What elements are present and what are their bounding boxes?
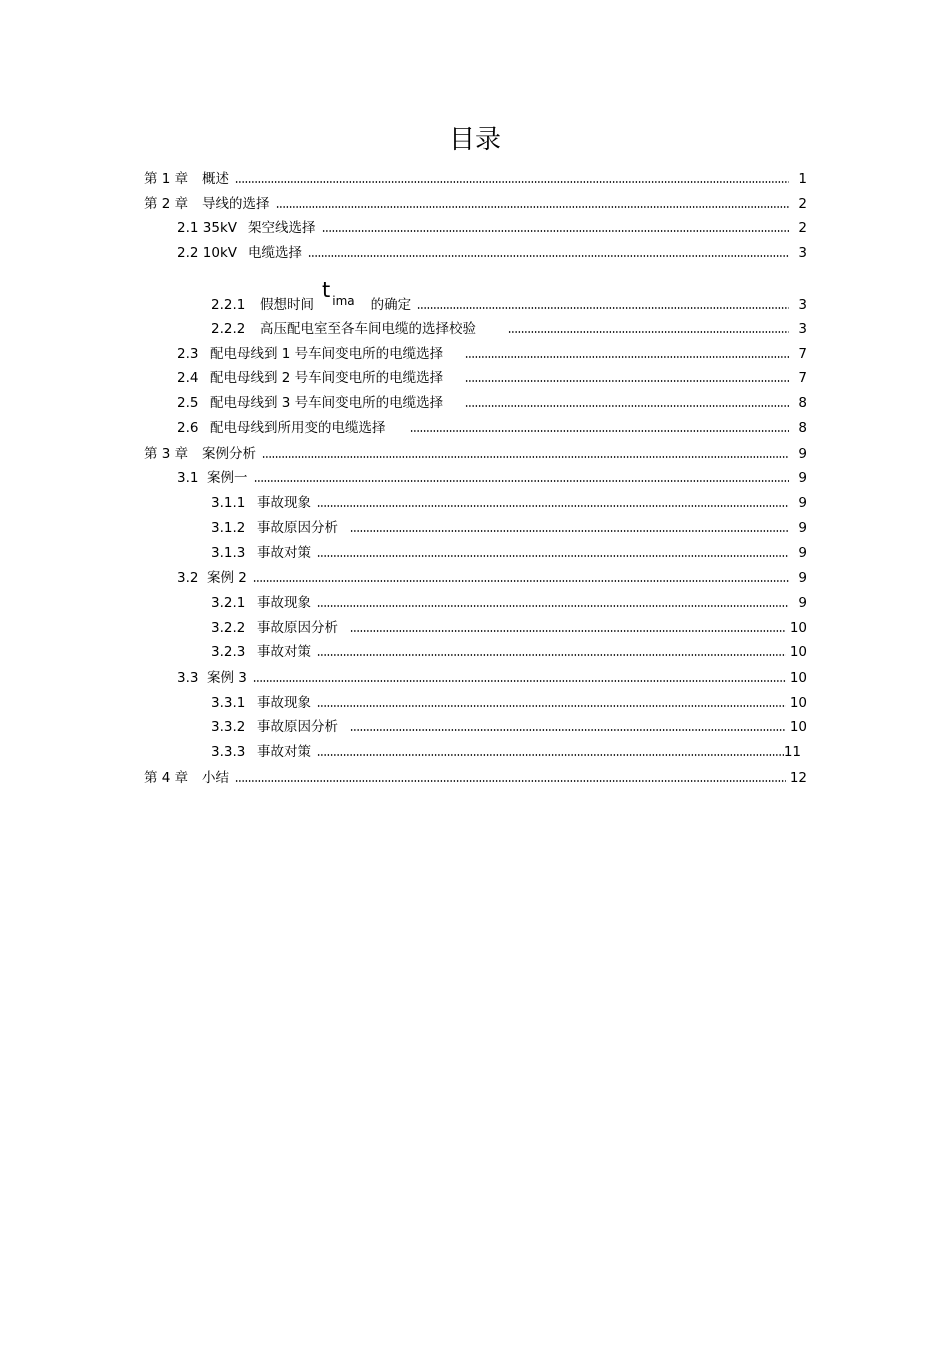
- entry-number: 2.2 10kV: [177, 245, 237, 261]
- entry-page-number: 9: [798, 495, 807, 511]
- entry-page-number: 2: [798, 220, 807, 236]
- entry-page-number: 9: [798, 595, 807, 611]
- dot-leader: [350, 628, 786, 634]
- entry-title: 案例一: [207, 470, 248, 486]
- entry-title: 案例分析: [202, 446, 256, 462]
- entry-number: 3.2.2: [211, 620, 246, 636]
- entry-title: 电缆选择: [248, 245, 302, 261]
- entry-page-number: 1: [798, 171, 807, 187]
- entry-page-number: 9: [798, 545, 807, 561]
- entry-number: 2.3: [177, 346, 199, 362]
- entry-title: 事故现象: [257, 495, 311, 511]
- entry-page-number: 9: [798, 470, 807, 486]
- dot-leader: [253, 578, 789, 584]
- entry-page-number: 8: [798, 420, 807, 436]
- formula-t: t: [322, 278, 331, 302]
- entry-title: 概述: [202, 171, 229, 187]
- entry-page-number: 8: [798, 395, 807, 411]
- toc-entry-3-2-3[interactable]: [211, 643, 807, 661]
- entry-title: 事故现象: [257, 695, 311, 711]
- entry-title: 小结: [202, 770, 229, 786]
- entry-title: 导线的选择: [202, 196, 270, 212]
- toc-entry-2-3[interactable]: [177, 345, 807, 363]
- toc-entry-2-2-2[interactable]: [211, 320, 807, 338]
- entry-page-number: 11: [783, 744, 801, 760]
- entry-number: 3.2.3: [211, 644, 246, 660]
- entry-page-number: 10: [789, 644, 807, 660]
- entry-number: 3.1: [177, 470, 199, 486]
- dot-leader: [276, 204, 790, 210]
- dot-leader: [308, 253, 789, 259]
- entry-number: 2.6: [177, 420, 199, 436]
- toc-entry-ch4[interactable]: [144, 769, 807, 787]
- entry-page-number: 9: [798, 520, 807, 536]
- dot-leader: [465, 354, 789, 360]
- dot-leader: [410, 428, 790, 434]
- entry-page-number: 10: [789, 719, 807, 735]
- formula-symbol: [322, 278, 355, 314]
- toc-entry-2-4[interactable]: [177, 369, 807, 387]
- dot-leader: [417, 305, 789, 311]
- toc-entry-3-1-1[interactable]: [211, 494, 807, 512]
- dot-leader: [317, 503, 789, 509]
- dot-leader: [317, 752, 784, 758]
- entry-number: 2.2.1: [211, 297, 246, 313]
- toc-entry-3-3-2[interactable]: [211, 718, 807, 736]
- entry-page-number: 3: [798, 321, 807, 337]
- dot-leader: [465, 378, 789, 384]
- dot-leader: [317, 603, 789, 609]
- entry-number: 3.2: [177, 570, 199, 586]
- entry-page-number: 10: [789, 670, 807, 686]
- entry-title: 案例 3: [207, 670, 247, 686]
- dot-leader: [350, 528, 789, 534]
- toc-entry-2-5[interactable]: [177, 394, 807, 412]
- dot-leader: [508, 329, 789, 335]
- entry-page-number: 7: [798, 370, 807, 386]
- entry-title: 假想时间: [260, 297, 314, 313]
- entry-title: 事故原因分析: [257, 620, 338, 636]
- entry-page-number: 10: [789, 620, 807, 636]
- entry-number: 2.2.2: [211, 321, 246, 337]
- toc-entry-3-2-1[interactable]: [211, 594, 807, 612]
- entry-page-number: 7: [798, 346, 807, 362]
- entry-number: 第 1 章: [144, 171, 189, 187]
- entry-number: 3.3: [177, 670, 199, 686]
- entry-number: 3.1.2: [211, 520, 246, 536]
- dot-leader: [465, 403, 789, 409]
- toc-entry-2-1[interactable]: [177, 219, 807, 237]
- entry-number: 3.2.1: [211, 595, 246, 611]
- toc-entry-3-3[interactable]: [177, 669, 807, 687]
- entry-title: 事故原因分析: [257, 719, 338, 735]
- entry-title: 高压配电室至各车间电缆的选择校验: [260, 321, 476, 337]
- entry-number: 3.1.3: [211, 545, 246, 561]
- entry-page-number: 9: [798, 570, 807, 586]
- entry-number: 第 2 章: [144, 196, 189, 212]
- entry-title-suffix: 的确定: [370, 297, 412, 313]
- entry-number: 第 4 章: [144, 770, 189, 786]
- entry-title: 事故对策: [257, 744, 311, 760]
- dot-leader: [317, 553, 789, 559]
- dot-leader: [322, 228, 790, 234]
- entry-page-number: 3: [798, 245, 807, 261]
- dot-leader: [254, 478, 790, 484]
- toc-title: 目录: [448, 125, 501, 155]
- entry-title: 配电母线到 2 号车间变电所的电缆选择: [210, 370, 444, 386]
- entry-number: 3.1.1: [211, 495, 246, 511]
- toc-entry-3-1-3[interactable]: [211, 544, 807, 562]
- entry-title: 配电母线到 1 号车间变电所的电缆选择: [210, 346, 444, 362]
- entry-title: 事故原因分析: [257, 520, 338, 536]
- entry-number: 2.1 35kV: [177, 220, 237, 236]
- entry-number: 3.3.1: [211, 695, 246, 711]
- toc-entry-3-2[interactable]: [177, 569, 807, 587]
- toc-entry-ch2[interactable]: [144, 195, 807, 213]
- entry-number: 2.5: [177, 395, 199, 411]
- entry-page-number: 2: [798, 196, 807, 212]
- toc-entry-2-2-1[interactable]: [211, 278, 807, 314]
- toc-entry-2-2[interactable]: [177, 244, 807, 262]
- entry-title: 案例 2: [207, 570, 247, 586]
- toc-entry-3-3-3[interactable]: [211, 743, 801, 761]
- entry-page-number: 12: [789, 770, 807, 786]
- entry-title: 事故现象: [257, 595, 311, 611]
- formula-subscript: ima: [332, 294, 355, 308]
- dot-leader: [317, 703, 786, 709]
- entry-number: 3.3.2: [211, 719, 246, 735]
- toc-entry-2-6[interactable]: [177, 419, 807, 437]
- entry-number: 第 3 章: [144, 446, 189, 462]
- toc-entry-ch3[interactable]: [144, 445, 807, 463]
- toc-entry-3-1-2[interactable]: [211, 519, 807, 537]
- entry-title: 事故对策: [257, 545, 311, 561]
- entry-number: 3.3.3: [211, 744, 246, 760]
- toc-entry-3-3-1[interactable]: [211, 694, 807, 712]
- dot-leader: [253, 678, 786, 684]
- dot-leader: [350, 727, 786, 733]
- dot-leader: [235, 179, 789, 185]
- toc-entry-3-2-2[interactable]: [211, 619, 807, 637]
- dot-leader: [317, 652, 786, 658]
- entry-title: 架空线选择: [248, 220, 316, 236]
- entry-title: 配电母线到所用变的电缆选择: [210, 420, 386, 436]
- entry-page-number: 10: [789, 695, 807, 711]
- toc-entry-3-1[interactable]: [177, 469, 807, 487]
- entry-title: 配电母线到 3 号车间变电所的电缆选择: [210, 395, 444, 411]
- entry-page-number: 9: [798, 446, 807, 462]
- dot-leader: [235, 778, 786, 784]
- entry-page-number: 3: [798, 297, 807, 313]
- entry-title: 事故对策: [257, 644, 311, 660]
- entry-number: 2.4: [177, 370, 199, 386]
- toc-entry-ch1[interactable]: [144, 170, 807, 188]
- dot-leader: [262, 454, 789, 460]
